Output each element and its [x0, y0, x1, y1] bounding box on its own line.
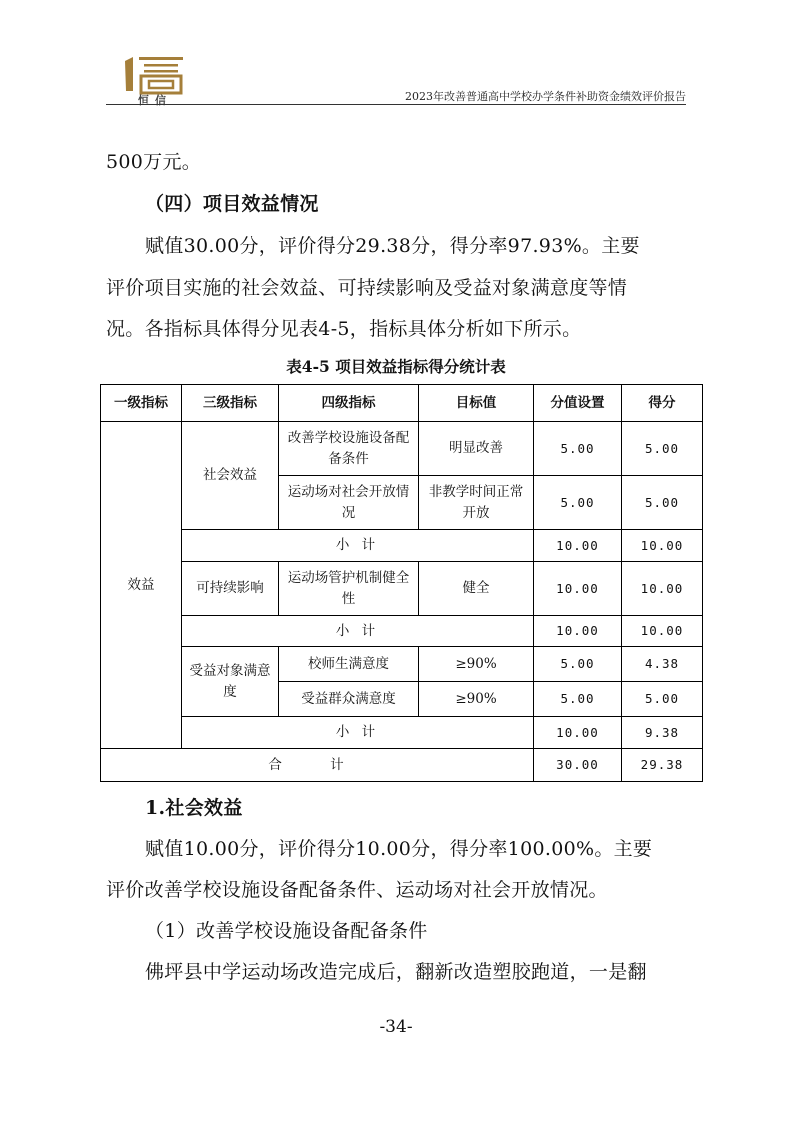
score-cell: 4.38 [622, 647, 703, 682]
benefit-score-table [100, 384, 703, 782]
level4-cell: 运动场管护机制健全性 [279, 562, 419, 616]
level3-cell: 受益对象满意度 [182, 647, 279, 717]
score-set-cell: 5.00 [534, 647, 622, 682]
subtotal-row [101, 717, 703, 749]
target-cell: 健全 [419, 562, 534, 616]
table-row [101, 422, 703, 476]
report-header-title: 2023年改善普通高中学校办学条件补助资金绩效评价报告 [405, 90, 686, 103]
paragraph-line: 评价改善学校设施设备配备条件、运动场对社会开放情况。 [106, 879, 608, 901]
target-cell: ≥90% [419, 647, 534, 682]
table-header-row [101, 385, 703, 422]
target-cell: 非教学时间正常开放 [419, 476, 534, 530]
score-set-cell: 10.00 [534, 562, 622, 616]
column-header: 四级指标 [279, 385, 419, 422]
subtotal-label: 小 计 [182, 530, 534, 562]
level4-cell: 运动场对社会开放情况 [279, 476, 419, 530]
section-heading: （四）项目效益情况 [145, 193, 319, 215]
score-cell: 5.00 [622, 682, 703, 717]
total-score-cell: 29.38 [622, 749, 703, 782]
paragraph-line: 赋值10.00分，评价得分10.00分，得分率100.00%。主要 [145, 838, 653, 860]
paragraph-line: 赋值30.00分，评价得分29.38分，得分率97.93%。主要 [145, 235, 640, 257]
column-header: 分值设置 [534, 385, 622, 422]
score-set-cell: 5.00 [534, 422, 622, 476]
level3-cell: 可持续影响 [182, 562, 279, 616]
subtotal-row [101, 616, 703, 647]
level4-cell: 受益群众满意度 [279, 682, 419, 717]
score-set-cell: 10.00 [534, 717, 622, 749]
score-set-cell: 5.00 [534, 682, 622, 717]
subsection-heading: 1.社会效益 [145, 797, 243, 819]
total-row [101, 749, 703, 782]
score-cell: 10.00 [622, 562, 703, 616]
subsection-heading: （1）改善学校设施设备配备条件 [145, 920, 428, 942]
score-set-cell: 10.00 [534, 616, 622, 647]
paragraph-line: 况。各指标具体得分见表4-5，指标具体分析如下所示。 [106, 318, 582, 340]
score-cell: 5.00 [622, 476, 703, 530]
total-label: 合 计 [101, 749, 534, 782]
level3-cell: 社会效益 [182, 422, 279, 530]
paragraph-line: 500万元。 [106, 151, 202, 173]
table-row [101, 562, 703, 616]
target-cell: ≥90% [419, 682, 534, 717]
table-row [101, 647, 703, 682]
score-cell: 10.00 [622, 616, 703, 647]
page-number: -34- [379, 1017, 413, 1037]
total-score-set-cell: 30.00 [534, 749, 622, 782]
paragraph-line: 评价项目实施的社会效益、可持续影响及受益对象满意度等情 [106, 277, 628, 299]
score-set-cell: 5.00 [534, 476, 622, 530]
column-header: 得分 [622, 385, 703, 422]
column-header: 目标值 [419, 385, 534, 422]
subtotal-row [101, 530, 703, 562]
header-divider [106, 104, 686, 105]
score-cell: 10.00 [622, 530, 703, 562]
score-cell: 9.38 [622, 717, 703, 749]
target-cell: 明显改善 [419, 422, 534, 476]
score-cell: 5.00 [622, 422, 703, 476]
logo-text: 恒信 [138, 94, 172, 107]
level4-cell: 校师生满意度 [279, 647, 419, 682]
column-header: 一级指标 [101, 385, 182, 422]
level1-cell: 效益 [101, 422, 182, 749]
subtotal-label: 小 计 [182, 717, 534, 749]
score-set-cell: 10.00 [534, 530, 622, 562]
level4-cell: 改善学校设施设备配备条件 [279, 422, 419, 476]
column-header: 三级指标 [182, 385, 279, 422]
paragraph-line: 佛坪县中学运动场改造完成后，翻新改造塑胶跑道，一是翻 [145, 961, 647, 983]
subtotal-label: 小 计 [182, 616, 534, 647]
table-caption: 表4-5 项目效益指标得分统计表 [286, 357, 506, 376]
